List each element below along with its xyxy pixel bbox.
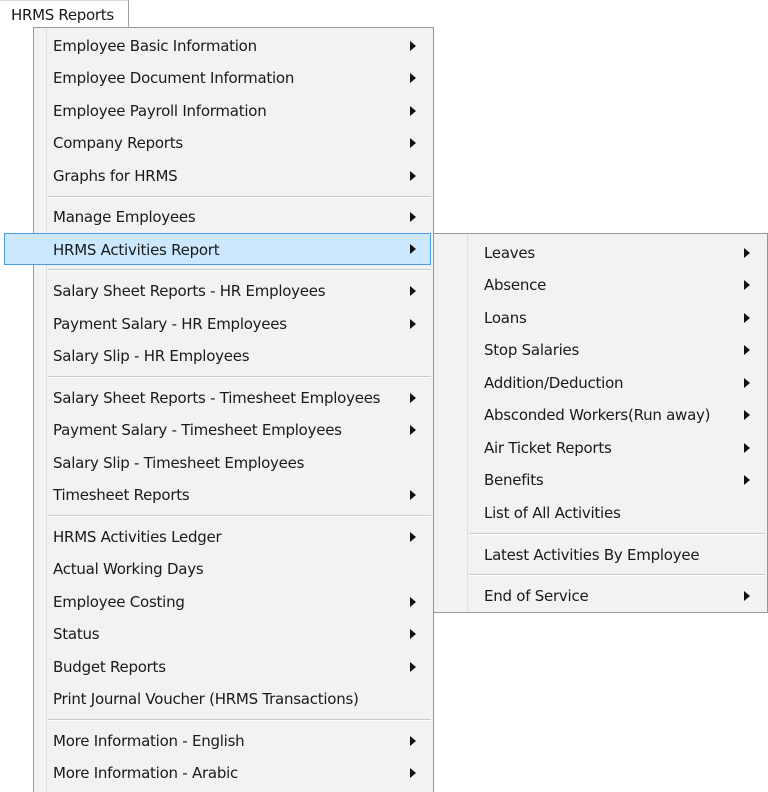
menu-item-label: More Information - Arabic: [53, 764, 239, 782]
menu-separator: [48, 196, 431, 198]
menu-item-label: HRMS Activities Report: [53, 241, 220, 259]
submenu-arrow-icon: [744, 591, 750, 601]
menu-separator: [469, 533, 765, 535]
menu-item-budget-reports[interactable]: [36, 651, 431, 683]
menu-item-label: Print Journal Voucher (HRMS Transactions): [53, 690, 359, 708]
submenu-arrow-icon: [410, 106, 416, 116]
hrms-activities-submenu: [433, 233, 768, 613]
menu-item-label: Absconded Workers(Run away): [484, 406, 711, 424]
menu-item-label: Company Reports: [53, 134, 183, 152]
submenu-arrow-icon: [410, 425, 416, 435]
submenu-item-list-of-all-activities[interactable]: [436, 497, 765, 529]
submenu-arrow-icon: [744, 345, 750, 355]
menu-item-hrms-activities-report[interactable]: [4, 233, 431, 265]
submenu-arrow-icon: [410, 286, 416, 296]
menu-item-print-journal-voucher[interactable]: [36, 683, 431, 715]
submenu-arrow-icon: [410, 138, 416, 148]
menu-item-label: Salary Slip - Timesheet Employees: [53, 454, 305, 472]
menu-item-employee-payroll-information[interactable]: [36, 95, 431, 127]
menu-item-hrms-activities-ledger[interactable]: [36, 521, 431, 553]
submenu-arrow-icon: [410, 629, 416, 639]
submenu-arrow-icon: [744, 410, 750, 420]
menu-item-employee-document-information[interactable]: [36, 62, 431, 94]
menu-item-label: Salary Slip - HR Employees: [53, 347, 250, 365]
submenu-arrow-icon: [744, 443, 750, 453]
submenu-arrow-icon: [410, 244, 416, 254]
menu-separator: [48, 719, 431, 721]
menu-item-salary-slip-hr[interactable]: [36, 340, 431, 372]
submenu-arrow-icon: [410, 319, 416, 329]
submenu-arrow-icon: [410, 490, 416, 500]
menu-separator: [48, 269, 431, 271]
submenu-item-absconded-workers[interactable]: [436, 399, 765, 431]
menu-item-payment-salary-timesheet[interactable]: [36, 414, 431, 446]
submenu-item-benefits[interactable]: [436, 464, 765, 496]
menu-separator: [48, 376, 431, 378]
submenu-item-loans[interactable]: [436, 302, 765, 334]
submenu-item-addition-deduction[interactable]: [436, 367, 765, 399]
submenu-arrow-icon: [410, 212, 416, 222]
menu-separator: [48, 515, 431, 517]
menu-item-label: List of All Activities: [484, 504, 621, 522]
submenu-item-end-of-service[interactable]: [436, 580, 765, 612]
menu-item-label: Actual Working Days: [53, 560, 204, 578]
menu-item-actual-working-days[interactable]: [36, 553, 431, 585]
menu-item-employee-basic-information[interactable]: [36, 30, 431, 62]
hrms-reports-menu-tab[interactable]: HRMS Reports: [0, 0, 129, 27]
menu-item-salary-sheet-reports-hr[interactable]: [36, 275, 431, 307]
submenu-arrow-icon: [410, 41, 416, 51]
menu-item-manage-employees[interactable]: [36, 201, 431, 233]
menu-item-label: Leaves: [484, 244, 535, 262]
submenu-arrow-icon: [410, 768, 416, 778]
menu-item-salary-sheet-reports-timesheet[interactable]: [36, 382, 431, 414]
menu-item-graphs-for-hrms[interactable]: [36, 160, 431, 192]
submenu-arrow-icon: [744, 313, 750, 323]
menu-item-label: Absence: [484, 276, 547, 294]
submenu-arrow-icon: [410, 662, 416, 672]
menu-item-salary-slip-timesheet[interactable]: [36, 447, 431, 479]
menu-item-label: Timesheet Reports: [53, 486, 190, 504]
submenu-item-leaves[interactable]: [436, 237, 765, 269]
submenu-item-latest-activities-by-employee[interactable]: [436, 539, 765, 571]
menu-item-label: Graphs for HRMS: [53, 167, 178, 185]
menu-item-timesheet-reports[interactable]: [36, 479, 431, 511]
submenu-arrow-icon: [744, 378, 750, 388]
menu-item-label: Loans: [484, 309, 527, 327]
menu-item-status[interactable]: [36, 618, 431, 650]
menu-item-label: Payment Salary - HR Employees: [53, 315, 287, 333]
submenu-arrow-icon: [744, 280, 750, 290]
menu-item-employee-costing[interactable]: [36, 586, 431, 618]
menu-separator: [469, 574, 765, 576]
menu-item-label: Employee Basic Information: [53, 37, 257, 55]
menu-item-label: Budget Reports: [53, 658, 166, 676]
submenu-item-stop-salaries[interactable]: [436, 334, 765, 366]
submenu-arrow-icon: [744, 475, 750, 485]
submenu-item-absence[interactable]: [436, 269, 765, 301]
menu-item-label: Addition/Deduction: [484, 374, 624, 392]
menu-item-more-information-english[interactable]: [36, 725, 431, 757]
menu-item-label: Employee Document Information: [53, 69, 295, 87]
submenu-arrow-icon: [410, 597, 416, 607]
menu-item-company-reports[interactable]: [36, 127, 431, 159]
menu-item-label: Employee Costing: [53, 593, 185, 611]
menu-item-label: Stop Salaries: [484, 341, 580, 359]
submenu-item-air-ticket-reports[interactable]: [436, 432, 765, 464]
submenu-arrow-icon: [410, 393, 416, 403]
hrms-reports-dropdown: [33, 27, 434, 792]
menu-item-label: End of Service: [484, 587, 589, 605]
menu-item-label: Air Ticket Reports: [484, 439, 612, 457]
menu-item-more-information-arabic[interactable]: [36, 757, 431, 789]
menu-item-payment-salary-hr[interactable]: [36, 308, 431, 340]
submenu-arrow-icon: [410, 736, 416, 746]
menu-item-label: Manage Employees: [53, 208, 196, 226]
menu-item-label: Status: [53, 625, 100, 643]
menu-item-label: Salary Sheet Reports - Timesheet Employees: [53, 389, 381, 407]
submenu-arrow-icon: [410, 171, 416, 181]
menu-item-label: HRMS Activities Ledger: [53, 528, 222, 546]
submenu-arrow-icon: [410, 73, 416, 83]
menu-item-label: Payment Salary - Timesheet Employees: [53, 421, 342, 439]
menu-item-label: Benefits: [484, 471, 544, 489]
submenu-arrow-icon: [744, 248, 750, 258]
menu-item-label: More Information - English: [53, 732, 245, 750]
menu-item-label: Latest Activities By Employee: [484, 546, 700, 564]
menu-item-label: Salary Sheet Reports - HR Employees: [53, 282, 326, 300]
menu-item-label: Employee Payroll Information: [53, 102, 267, 120]
submenu-arrow-icon: [410, 532, 416, 542]
